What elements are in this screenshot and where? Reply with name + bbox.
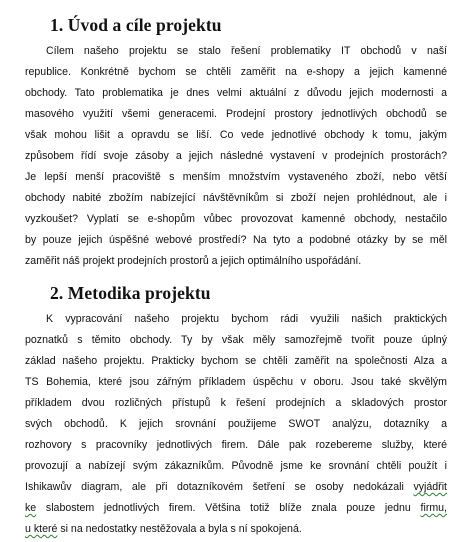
text-line: rozhovory s pracovníky jednotlivých firem. Dále pak rozebereme služby, které xyxy=(25,439,447,451)
text-line: u které si na nedostatky nestěžovala a byla s ní spokojená. xyxy=(25,523,302,535)
section-heading-methodology: 2. Metodika projektu xyxy=(50,283,211,303)
text-line: příkladem dvou rozličných přístupů k řešení prodejních a skladových prostor xyxy=(25,397,447,409)
text-line: obchody. Tato problematika je dnes velmi aktuální z důvodu jejich modernosti a xyxy=(25,87,447,99)
text-line: vyzkoušet? Vyplatí se e-shopům vůbec provozovat kamenné obchody, nestačilo xyxy=(25,213,447,225)
text-line: masového využití všemi generacemi. Prodejní prostory jednotlivých obchodů se xyxy=(25,108,447,120)
text-line: základ našeho projektu. Prakticky bychom se chtěli zaměřit na společnosti Alza a xyxy=(25,355,447,367)
text-line: však mohou lišit a opravdu se liší. Co vede jednotlivé obchody k tomu, jakým xyxy=(25,129,447,141)
text-line: způsobem řídí svoje zásoby a jejich následné vystavení v prodejních prostorách? xyxy=(25,150,447,162)
text-line: svých obchodů. K jejich srovnání použijeme SWOT analýzu, dotazníky a xyxy=(25,418,447,430)
text-line: provozují a nabízejí svým zákazníkům. Původně jsme ke srovnání chtěli použít i xyxy=(25,460,447,472)
section-heading-intro: 1. Úvod a cíle projektu xyxy=(50,15,222,35)
text-line: Cílem našeho projektu se stalo řešení problematiky IT obchodů v naší xyxy=(46,45,447,57)
text-line: TS Bohemia, které jsou zářným příkladem úspěchu v oboru. Jsou také skvělým xyxy=(25,376,447,388)
text-line: Je lepší menší pracoviště s menším množstvím vystaveného zboží, nebo větší xyxy=(25,171,447,183)
text-line: poznatků s těmito obchody. Ty by však měly samozřejmě tvořit pouze úplný xyxy=(25,334,447,346)
text-line: Ishikawův diagram, ale při dotazníkovém šetření se osoby nedokázali vyjádřit xyxy=(25,481,447,493)
text-line: K vypracování našeho projektu bychom rádi využili našich praktických xyxy=(46,313,447,325)
text-line: republice. Konkrétně bychom se chtěli zaměřit na e-shopy a jejich kamenné xyxy=(25,66,447,78)
text-line: obchody nabité zbožím nabízející návštěvníkům si zboží nejen prohlédnout, ale i xyxy=(25,192,447,204)
text-line: ke slabostem jednotlivých firem. Většina totiž blíže znala pouze jednu firmu, xyxy=(25,502,447,514)
text-line: by pouze jejich úspěšné webové prostředí? Na tyto a podobné otázky by se měl xyxy=(25,234,447,246)
text-line: zaměřit náš projekt prodejních prostorů a jejich optimálního uspořádání. xyxy=(25,255,362,267)
